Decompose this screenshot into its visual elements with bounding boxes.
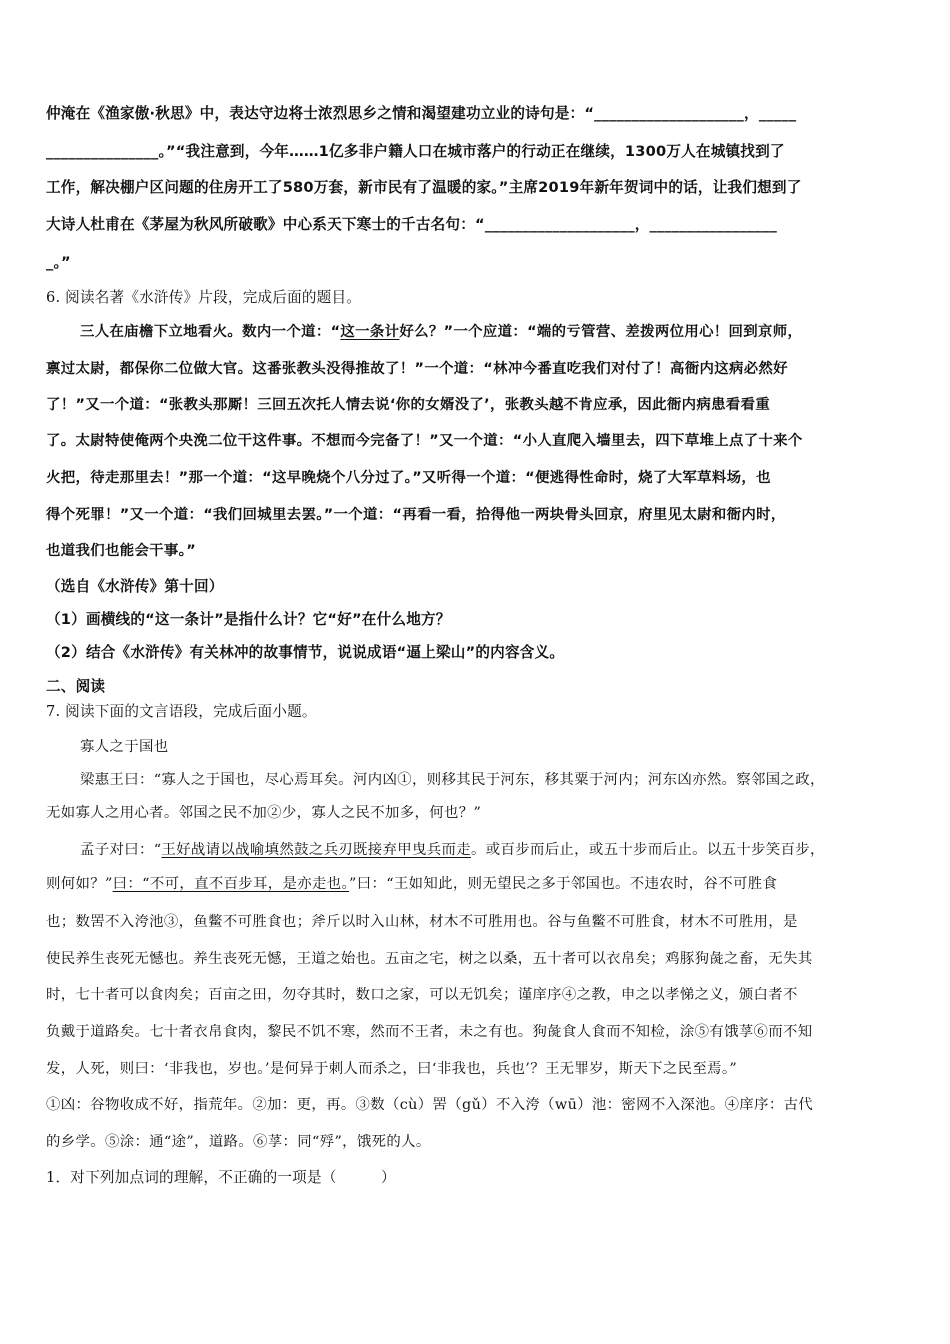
question-6-1: （1）画横线的“这一条计”是指什么计？它“好”在什么地方？ <box>46 611 451 628</box>
section-heading: 二、阅读 <box>46 678 106 695</box>
annotation-line: ①凶：谷物收成不好，指荒年。②加：更，再。③数（cù）罟（gǔ）不入洿（wū）池：密网不入深池。④庠序：古代 <box>46 1097 814 1113</box>
question-7-heading: 7. 阅读下面的文言语段，完成后面小题。 <box>46 703 317 720</box>
excerpt-line-6: 得个死罪！”又一个道：“我们回城里去罢。”一个道：“再看一看，拾得他一两块骨头回京，府里见太尉和衙内时， <box>46 507 786 523</box>
classical-text: 孟子对曰：“ <box>80 842 162 858</box>
question-6-heading: 6. 阅读名著《水浒传》片段，完成后面的题目。 <box>46 289 362 306</box>
classical-text-line: 负戴于道路矣。七十者衣帛食肉，黎民不饥不寒，然而不王者，未之有也。狗彘食人食而不知检，涂⑤有饿莩⑥而不知 <box>46 1024 813 1040</box>
underlined-sentence: 王好战请以战喻填然鼓之兵刃既接弃甲曳兵而走 <box>161 842 471 858</box>
excerpt-line-5: 火把，待走那里去！”那一个道：“这早晚烧个八分过了。”又听得一个道：“便逃得性命时，烧了大军草料场，也 <box>46 470 771 486</box>
excerpt-text: 好么？”一个应道：“端的亏管营、差拨两位用心！回到京师， <box>399 324 803 340</box>
excerpt-line-1 <box>80 320 912 344</box>
annotation-line: 的乡学。⑤涂：通“途”，道路。⑥莩：同“殍”，饿死的人。 <box>46 1134 431 1150</box>
poetry-line-5: _。” <box>46 254 71 271</box>
classical-text: 则何如？” <box>46 876 113 892</box>
sub-question-1: 1．对下列加点词的理解，不正确的一项是（ ） <box>46 1169 396 1186</box>
classical-text-line: 梁惠王曰：“寡人之于国也，尽心焉耳矣。河内凶①，则移其民于河东，移其粟于河内；河东凶亦然。察邻国之政， <box>80 772 825 788</box>
excerpt-line-7: 也道我们也能会干事。” <box>46 543 197 559</box>
classical-text-line: 使民养生丧死无憾也。养生丧死无憾，王道之始也。五亩之宅，树之以桑，五十者可以衣帛矣；鸡豚狗彘之畜，无失其 <box>46 951 813 967</box>
classical-text-title: 寡人之于国也 <box>80 739 169 755</box>
classical-text: 。或百步而后止，或五十步而后止。以五十步笑百步， <box>470 842 825 858</box>
excerpt-line-4: 了。太尉特使俺两个央浼二位干这件事。不想而今完备了！”又一个道：“小人直爬入墙里去，四下草堆上点了十来个 <box>46 433 803 449</box>
classical-text-line: 也；数罟不入洿池③，鱼鳖不可胜食也；斧斤以时入山林，材木不可胜用也。谷与鱼鳖不可胜食，材木不可胜用，是 <box>46 914 798 930</box>
excerpt-line-2: 禀过太尉，都保你二位做大官。这番张教头没得推故了！”一个道：“林冲今番直吃我们对付了！高衙内这病必然好 <box>46 361 788 377</box>
underlined-phrase: 这一条计 <box>340 324 400 340</box>
poetry-line-1: 仲淹在《渔家傲·秋思》中，表达守边将士浓烈思乡之情和渴望建功立业的诗句是：“____________________，_____ <box>46 105 797 122</box>
classical-text: ”曰：“王如知此，则无望民之多于邻国也。不违农时，谷不可胜食 <box>349 876 778 892</box>
classical-text-line: 发，人死，则曰：‘非我也，岁也。’是何异于刺人而杀之，曰‘非我也，兵也’？王无罪岁，斯天下之民至焉。” <box>46 1061 738 1077</box>
classical-text-line <box>46 872 912 896</box>
poetry-line-2: _______________。”“我注意到，今年……1亿多非户籍人口在城市落户的行动正在继续，1300万人在城镇找到了 <box>46 143 785 160</box>
underlined-sentence: 曰：“不可，直不百步耳，是亦走也。 <box>112 876 350 892</box>
question-6-2: （2）结合《水浒传》有关林冲的故事情节，说说成语“逼上梁山”的内容含义。 <box>46 644 565 661</box>
excerpt-source: （选自《水浒传》第十回） <box>46 578 224 595</box>
classical-text-line: 无如寡人之用心者。邻国之民不加②少，寡人之民不加多，何也？” <box>46 805 482 821</box>
poetry-line-4: 大诗人杜甫在《茅屋为秋风所破歌》中心系天下寒士的千古名句：“____________________，_________________ <box>46 216 777 233</box>
classical-text-line <box>80 838 912 862</box>
excerpt-line-3: 了！”又一个道：“张教头那厮！三回五次托人情去说‘你的女婿没了’，张教头越不肯应承，因此衙内病患看看重 <box>46 397 771 413</box>
classical-text-line: 时，七十者可以食肉矣；百亩之田，勿夺其时，数口之家，可以无饥矣；谨庠序④之教，申之以孝悌之义，颁白者不 <box>46 987 798 1003</box>
excerpt-text: 三人在庙檐下立地看火。数内一个道：“ <box>80 324 341 340</box>
poetry-line-3: 工作，解决棚户区问题的住房开工了580万套，新市民有了温暖的家。”主席2019年新年贺词中的话，让我们想到了 <box>46 179 802 196</box>
